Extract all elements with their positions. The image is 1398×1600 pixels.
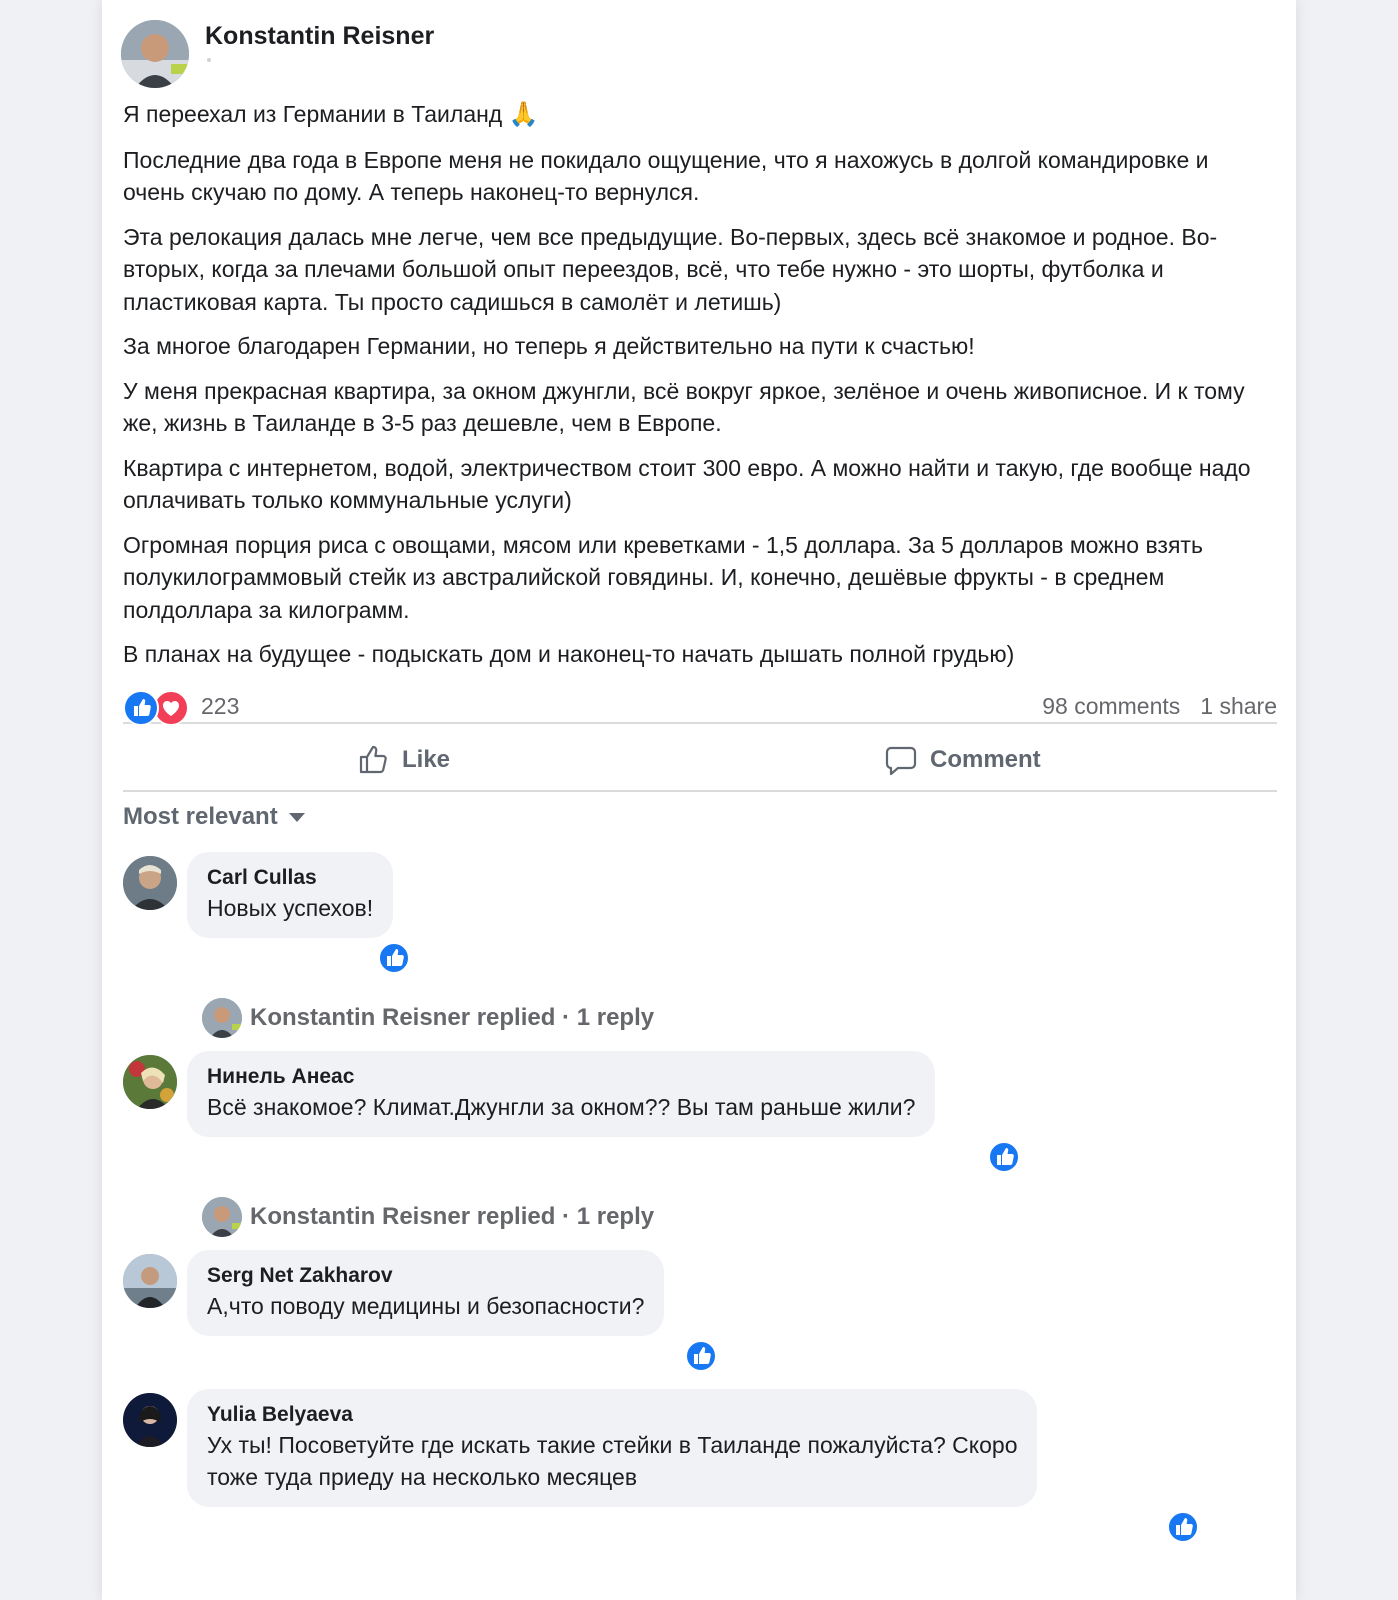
commenter-name[interactable]: Serg Net Zakharov	[207, 1264, 393, 1287]
commenter-name[interactable]: Yulia Belyaeva	[207, 1403, 353, 1426]
comment-button-label: Comment	[930, 746, 1041, 773]
replies-text: Konstantin Reisner replied · 1 reply	[250, 1004, 655, 1031]
post-paragraph: В планах на будущее - подыскать дом и наконец-то начать дышать полной грудью)	[123, 641, 1015, 667]
commenter-avatar[interactable]	[123, 1055, 177, 1109]
comment-sort-dropdown[interactable]	[123, 803, 306, 831]
speech-bubble-icon	[884, 743, 918, 777]
like-reaction-badge[interactable]	[1167, 1511, 1199, 1543]
replies-link[interactable]	[202, 998, 654, 1038]
post-paragraph: Эта релокация далась мне легче, чем все предыдущие. Во-первых, здесь всё знакомое и родное. Во-вторых, когда за плечами большой опыт переездов, всё, что тебе нужно - это шорты, футболка и пластиковая карта. Ты просто садишься в самолёт и летишь)	[123, 223, 1218, 315]
post-card	[102, 0, 1296, 1600]
post-paragraph: Квартира с интернетом, водой, электричеством стоит 300 евро. А можно найти и такую, где вообще надо оплачивать только коммунальные услуги)	[123, 454, 1251, 513]
comment-text-line: тоже туда приеду на несколько месяцев	[207, 1464, 638, 1490]
like-button[interactable]	[356, 740, 450, 780]
author-avatar[interactable]	[121, 20, 189, 88]
post-author-name[interactable]: Konstantin Reisner	[205, 22, 435, 50]
like-button-label: Like	[402, 746, 451, 773]
comment-bubble	[187, 1250, 664, 1336]
post-meta-dot	[207, 58, 211, 62]
replier-avatar	[202, 998, 242, 1038]
replier-avatar	[202, 1197, 242, 1237]
like-reaction-badge[interactable]	[378, 942, 410, 974]
shares-count-link[interactable]: 1 share	[1200, 693, 1277, 719]
comment-text: Всё знакомое? Климат.Джунгли за окном?? Вы там раньше жили?	[207, 1094, 916, 1120]
thumbs-up-outline-icon	[356, 743, 390, 777]
commenter-avatar[interactable]	[123, 1254, 177, 1308]
sort-label: Most relevant	[123, 803, 278, 830]
comment-bubble	[187, 1051, 935, 1137]
replies-text: Konstantin Reisner replied · 1 reply	[250, 1203, 655, 1230]
divider-top	[123, 722, 1277, 724]
post-title-line	[123, 98, 1273, 132]
comment-text: А,что поводу медицины и безопасности?	[207, 1293, 645, 1319]
post-body	[123, 98, 1273, 683]
reaction-count[interactable]: 223	[201, 693, 240, 719]
comments-count-link[interactable]: 98 comments	[1042, 693, 1181, 719]
commenter-avatar[interactable]	[123, 1393, 177, 1447]
commenter-name[interactable]: Нинель Анеас	[207, 1065, 355, 1088]
like-reaction-badge[interactable]	[988, 1141, 1020, 1173]
post-title-text: Я переехал из Германии в Таиланд	[123, 101, 503, 127]
comment-bubble	[187, 852, 393, 938]
commenter-name[interactable]: Carl Cullas	[207, 866, 317, 889]
reactions-summary	[123, 690, 1277, 726]
commenter-avatar[interactable]	[123, 856, 177, 910]
like-icon	[123, 690, 159, 726]
folded-hands-emoji: 🙏	[508, 101, 539, 128]
like-reaction-badge[interactable]	[685, 1340, 717, 1372]
engagement-counts	[1042, 693, 1277, 720]
comment-text-line: Ух ты! Посоветуйте где искать такие стейки в Таиланде пожалуйста? Скоро	[207, 1432, 1018, 1458]
post-paragraph: Последние два года в Европе меня не покидало ощущение, что я нахожусь в долгой командировке и очень скучаю по дому. А теперь наконец-то вернулся.	[123, 146, 1209, 205]
comment-text: Новых успехов!	[207, 895, 374, 921]
post-paragraph: Огромная порция риса с овощами, мясом или креветками - 1,5 доллара. За 5 долларов можно взять полукилограммовый стейк из австралийской говядины. И, конечно, дешёвые фрукты - в среднем полдоллара за килограмм.	[123, 531, 1203, 623]
post-paragraph: У меня прекрасная квартира, за окном джунгли, всё вокруг яркое, зелёное и очень живописное. И к тому же, жизнь в Таиланде в 3-5 раз дешевле, чем в Европе.	[123, 377, 1245, 436]
comment-button[interactable]	[884, 740, 1041, 780]
comment-bubble	[187, 1389, 1037, 1507]
replies-link[interactable]	[202, 1197, 654, 1237]
reaction-icons[interactable]	[123, 690, 189, 724]
caret-down-icon	[288, 811, 306, 823]
divider-bottom	[123, 790, 1277, 792]
post-paragraph: За многое благодарен Германии, но теперь я действительно на пути к счастью!	[123, 333, 975, 359]
